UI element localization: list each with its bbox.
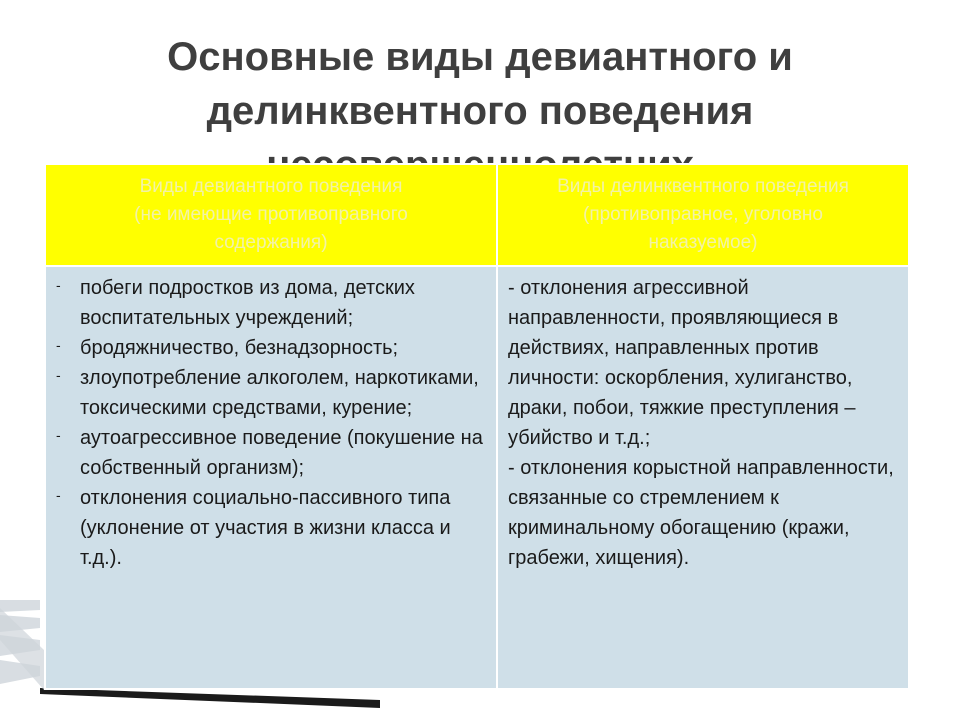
header-delinquent-line-1: Виды делинквентного поведения — [557, 176, 849, 197]
list-item — [56, 483, 486, 573]
list-item — [56, 333, 486, 363]
bullet-mark: - — [56, 487, 61, 503]
list-item — [56, 273, 486, 333]
list-item — [56, 423, 486, 483]
list-item-text: бродяжничество, безнадзорность; — [80, 337, 399, 359]
table-body-row — [45, 266, 909, 689]
header-deviant-line-3: содержания) — [214, 232, 328, 253]
delinquent-paragraph-2: - отклонения корыстной направленности, связанные со стремлением к криминальному обогащению (кражи, грабежи, хищения). — [508, 457, 894, 569]
list-item — [56, 363, 486, 423]
bullet-mark: - — [56, 337, 61, 353]
title-line-2: делинквентного поведения — [206, 89, 754, 133]
deviant-list — [56, 273, 486, 573]
delinquent-text-cell — [497, 266, 909, 689]
list-item-text: побеги подростков из дома, детских воспитательных учреждений; — [80, 277, 415, 329]
list-item-text: злоупотребление алкоголем, наркотиками, токсическими средствами, курение; — [80, 367, 479, 419]
delinquent-paragraph-1: - отклонения агрессивной направленности, проявляющиеся в действиях, направленных против личности: оскорбления, хулиганство, драки, побои, тяжкие преступления – убийство и т.д.; — [508, 277, 856, 449]
header-delinquent-line-3: наказуемое) — [648, 232, 758, 253]
bullet-mark: - — [56, 277, 61, 293]
behavior-types-table — [44, 163, 910, 690]
deviant-list-cell — [45, 266, 497, 689]
header-delinquent-line-2: (противоправное, уголовно — [583, 204, 823, 225]
header-deviant-line-1: Виды девиантного поведения — [139, 176, 403, 197]
table-header-row — [45, 164, 909, 266]
bullet-mark: - — [56, 367, 61, 383]
list-item-text: отклонения социально-пассивного типа (уклонение от участия в жизни класса и т.д.). — [80, 487, 451, 569]
bullet-mark: - — [56, 427, 61, 443]
list-item-text: аутоагрессивное поведение (покушение на собственный организм); — [80, 427, 483, 479]
header-delinquent — [497, 164, 909, 266]
title-line-1: Основные виды девиантного и — [167, 35, 793, 79]
header-deviant — [45, 164, 497, 266]
header-deviant-line-2: (не имеющие противоправного — [134, 204, 408, 225]
